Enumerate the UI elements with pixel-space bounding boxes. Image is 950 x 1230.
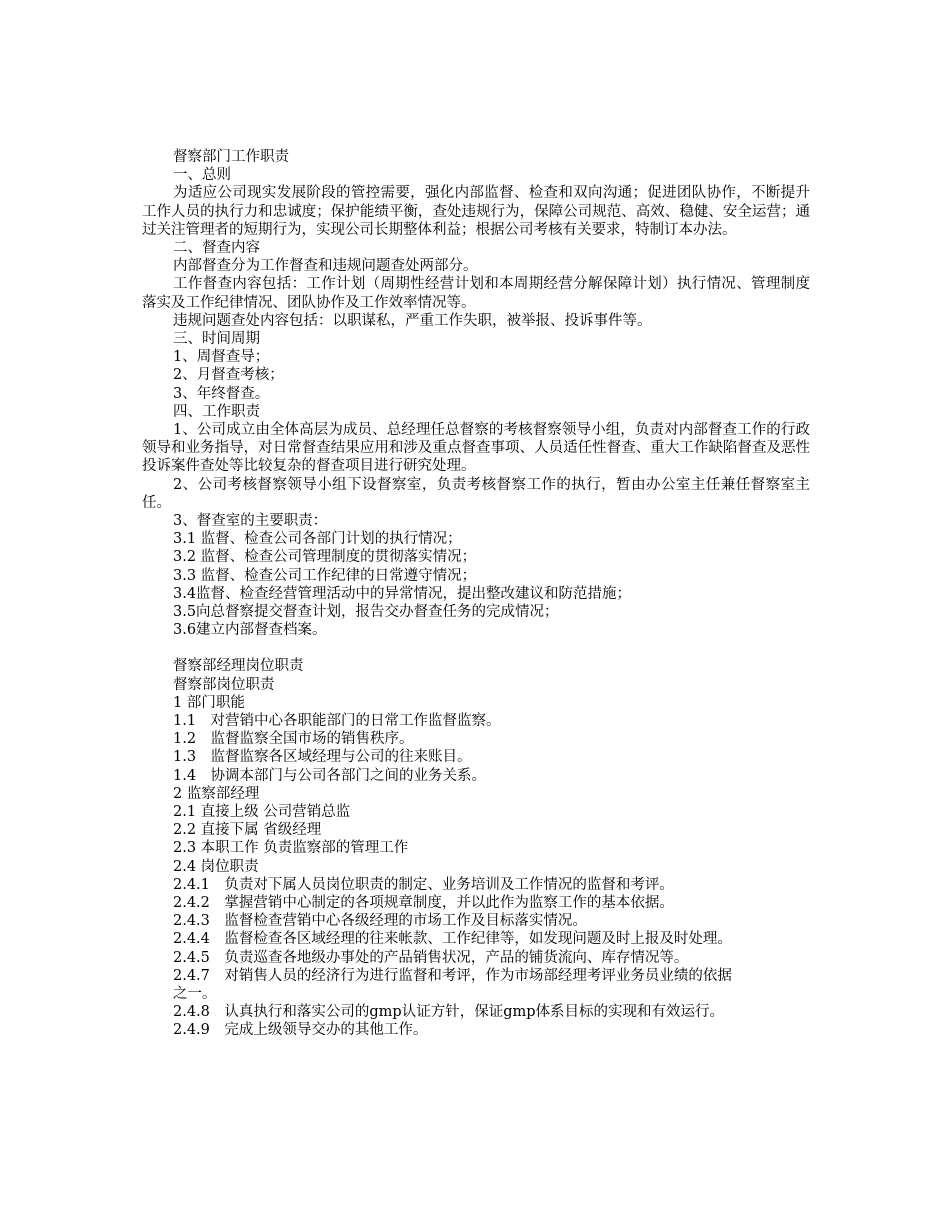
section-heading-functions: 1 部门职能 (173, 694, 245, 711)
paragraph-content-intro: 内部督查分为工作督查和违规问题查处两部分。 (173, 258, 478, 275)
list-item-cycle: 1、周督查导； (173, 349, 270, 366)
list-item-function: 1.2 监督监察全国市场的销售秩序。 (173, 731, 414, 748)
list-item-duty: 3.5向总督察提交督查计划，报告交办督查任务的完成情况； (173, 603, 559, 620)
list-item-duty: 3.4监督、检查经营管理活动中的异常情况，提出整改建议和防范措施； (173, 585, 632, 602)
list-item-responsibility: 2.4.1 负责对下属人员岗位职责的制定、业务培训及工作情况的监督和考评。 (173, 876, 674, 893)
list-item-cycle: 2、月督查考核； (173, 367, 284, 384)
list-item-function: 1.4 协调本部门与公司各部门之间的业务关系。 (173, 767, 487, 784)
list-item-responsibility: 2.4.2 掌握营销中心制定的各项规章制度，并以此作为监察工作的基本依据。 (173, 894, 674, 911)
list-item-responsibility: 2.4.5 负责巡查各地级办事处的产品销售状况，产品的铺货流向、库存情况等。 (173, 949, 689, 966)
section-heading-general: 一、总则 (173, 167, 231, 184)
info-item: 2.2 直接下属 省级经理 (173, 822, 322, 839)
document-body (142, 148, 810, 1040)
paragraph-work-supervision: 工作督查内容包括：工作计划（周期性经营计划和本周期经营分解保障计划）执行情况、管理制度落实及工作纪律情况、团队协作及工作效率情况等。 (142, 276, 810, 311)
doc-subtitle-post: 督察部岗位职责 (173, 676, 275, 693)
doc-title: 督察部门工作职责 (173, 149, 289, 165)
section-heading-duties: 四、工作职责 (173, 403, 260, 420)
info-item: 2.1 直接上级 公司营销总监 (173, 803, 351, 820)
list-item-duty: 3.1 监督、检查公司各部门计划的执行情况； (173, 531, 462, 548)
paragraph-duty-1: 1、公司成立由全体高层为成员、总经理任总督察的考核督察领导小组，负责对内部督查工作的行政领导和业务指导，对日常督查结果应用和涉及重点督查事项、人员适任性督查、重大工作缺陷督查及恶性投诉案件查处等比较复杂的督查项目进行研究处理。 (142, 421, 810, 475)
list-item-responsibility: 2.4.3 监督检查营销中心各级经理的市场工作及目标落实情况。 (173, 913, 587, 930)
section-heading-manager: 2 监察部经理 (173, 785, 260, 802)
list-item-duty: 3.2 监督、检查公司管理制度的贯彻落实情况； (173, 549, 477, 566)
list-item-duty: 3.6建立内部督查档案。 (173, 622, 327, 639)
info-item: 2.4 岗位职责 (173, 858, 259, 875)
section-heading-cycle: 三、时间周期 (173, 330, 260, 347)
list-item-responsibility: 2.4.4 监督检查各区域经理的往来帐款、工作纪律等，如发现问题及时上报及时处理。 (173, 931, 732, 948)
list-item-function: 1.3 监督监察各区域经理与公司的往来账目。 (173, 749, 472, 766)
list-item-responsibility: 2.4.9 完成上级领导交办的其他工作。 (173, 1022, 428, 1039)
list-item-duty: 3.3 监督、检查公司工作纪律的日常遵守情况； (173, 567, 477, 584)
list-item-responsibility: 2.4.7 对销售人员的经济行为进行监督和考评，作为市场部经理考评业务员业绩的依据之一。 (173, 967, 732, 1002)
list-item-responsibility: 2.4.8 认真执行和落实公司的gmp认证方针，保证gmp体系目标的实现和有效运行。 (173, 1004, 725, 1021)
paragraph-duty-2: 2、公司考核督察领导小组下设督察室，负责考核督察工作的执行，暂由办公室主任兼任督察室主任。 (142, 476, 810, 511)
info-item: 2.3 本职工作 负责监察部的管理工作 (173, 840, 409, 857)
list-item-cycle: 3、年终督查。 (173, 385, 270, 402)
doc-title-manager: 督察部经理岗位职责 (173, 658, 304, 675)
section-heading-content: 二、督查内容 (173, 239, 260, 256)
spacer (142, 639, 810, 657)
paragraph-violation: 违规问题查处内容包括：以职谋私，严重工作失职，被举报、投诉事件等。 (173, 312, 652, 329)
list-item-function: 1.1 对营销中心各职能部门的日常工作监督监察。 (173, 713, 501, 729)
paragraph-duty-3: 3、督查室的主要职责： (173, 512, 328, 529)
paragraph-general: 为适应公司现实发展阶段的管控需要，强化内部监督、检查和双向沟通；促进团队协作，不断提升工作人员的执行力和忠诚度；保护能绩平衡，查处违规行为，保障公司规范、高效、稳健、安全运营；通过关注管理者的短期行为，实现公司长期整体利益；根据公司考核有关要求，特制订本办法。 (142, 185, 810, 238)
